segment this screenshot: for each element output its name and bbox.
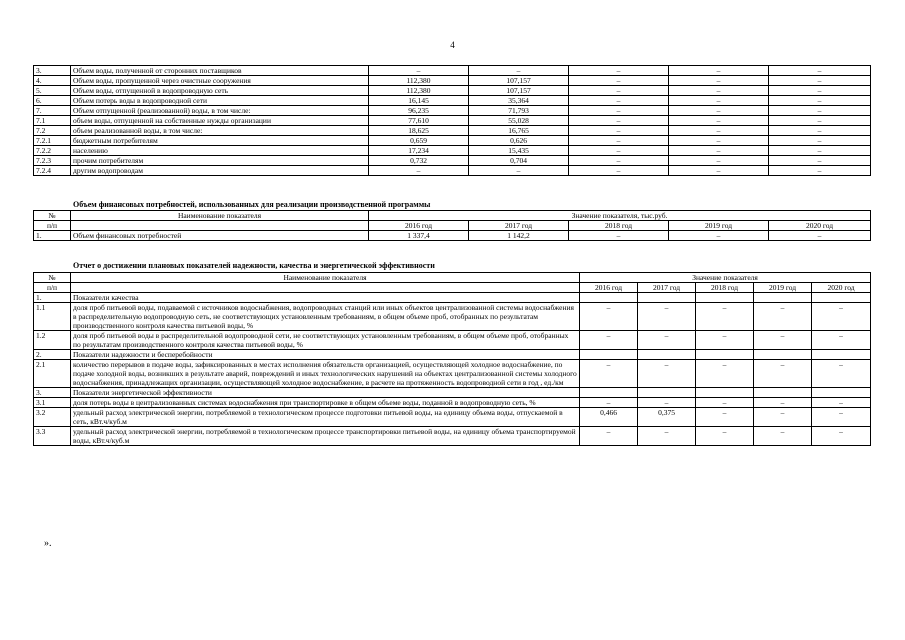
col-num-header: №	[34, 211, 71, 221]
table-row	[34, 106, 871, 116]
value-2020: –	[769, 136, 871, 146]
value-2016: 96,235	[369, 106, 469, 116]
value-2019: –	[669, 96, 769, 106]
water-volume-table	[33, 65, 871, 176]
row-name: удельный расход электрической энергии, потребляемой в технологическом процессе транспортировки питьевой воды, на единицу объема транспортируемой воды, кВт.ч/куб.м	[71, 427, 580, 446]
value-2019	[754, 350, 812, 360]
year-header: 2019 год	[754, 283, 812, 293]
value-2019	[754, 388, 812, 398]
value-2016: –	[580, 427, 638, 446]
value-2019: –	[669, 156, 769, 166]
value-2020: –	[812, 360, 871, 388]
value-2016: 17,234	[369, 146, 469, 156]
row-name: Объем потерь воды в водопроводной сети	[71, 96, 369, 106]
value-2020: –	[812, 331, 871, 350]
table-row	[34, 126, 871, 136]
value-2016: 1 337,4	[369, 231, 469, 241]
table-header-row	[34, 283, 871, 293]
value-2016: –	[369, 66, 469, 76]
row-name: количество перерывов в подаче воды, зафиксированных в местах исполнения обязательств организацией, осуществляющей холодное водоснабжение, по подаче холодной воды, возникших в результате аварий, повреждений и иных технологических нарушений на объектах централизованной системы холодного водоснабжения, принадлежащих организации, осуществляющей холодное водоснабжение, в расчете на протяженность водопроводной сети в год , ед./км	[71, 360, 580, 388]
table-row	[34, 360, 871, 388]
table-row	[34, 96, 871, 106]
row-name: объем воды, отпущенной на собственные нужды организации	[71, 116, 369, 126]
row-number: 1.2	[34, 331, 71, 350]
col-name-header: Наименование показателя	[71, 273, 580, 283]
value-2017: –	[469, 166, 569, 176]
value-2017: –	[638, 360, 696, 388]
table-row	[34, 231, 871, 241]
value-2016: 0,659	[369, 136, 469, 146]
value-2020	[812, 293, 871, 303]
table-header-row	[34, 273, 871, 283]
row-name: Объем воды, отпущенной в водопроводную сеть	[71, 86, 369, 96]
value-2017: 35,364	[469, 96, 569, 106]
row-number: 3.	[34, 66, 71, 76]
row-name: Объем отпущенной (реализованной) воды, в том числе:	[71, 106, 369, 116]
value-2017: –	[469, 66, 569, 76]
value-2016: 0,732	[369, 156, 469, 166]
value-2017: 107,157	[469, 76, 569, 86]
row-name: прочим потребителям	[71, 156, 369, 166]
table-row	[34, 408, 871, 427]
row-number: 3.3	[34, 427, 71, 446]
col-num-sub-header: п/п	[34, 221, 71, 231]
year-header: 2017 год	[638, 283, 696, 293]
value-2018	[696, 350, 754, 360]
financial-needs-title: Объем финансовых потребностей, использованных для реализации производственной программы	[73, 200, 431, 209]
value-2017	[638, 293, 696, 303]
row-number: 7.2.1	[34, 136, 71, 146]
value-2017: –	[638, 331, 696, 350]
value-2018: –	[569, 146, 669, 156]
row-number: 1.	[34, 293, 71, 303]
table-header-row	[34, 221, 871, 231]
value-2017: 107,157	[469, 86, 569, 96]
table-row	[34, 116, 871, 126]
value-2020: –	[769, 166, 871, 176]
value-2018: –	[569, 116, 669, 126]
row-name: Показатели надежности и бесперебойности	[71, 350, 580, 360]
value-2020: –	[812, 408, 871, 427]
value-2019: –	[754, 427, 812, 446]
value-2016: –	[580, 360, 638, 388]
value-2020: –	[812, 427, 871, 446]
value-2017: 1 142,2	[469, 231, 569, 241]
year-header: 2018 год	[569, 221, 669, 231]
year-header: 2019 год	[669, 221, 769, 231]
value-2020: –	[812, 398, 871, 408]
row-number: 3.	[34, 388, 71, 398]
row-number: 7.	[34, 106, 71, 116]
row-number: 1.	[34, 231, 71, 241]
value-2020: –	[769, 116, 871, 126]
table-row	[34, 76, 871, 86]
value-2019: –	[669, 66, 769, 76]
value-2019	[754, 293, 812, 303]
value-2016	[580, 388, 638, 398]
value-2020: –	[769, 231, 871, 241]
value-2017	[638, 388, 696, 398]
table-header-row	[34, 211, 871, 221]
value-2016	[580, 293, 638, 303]
empty-cell	[71, 221, 369, 231]
value-2019: –	[669, 136, 769, 146]
value-2016: 112,380	[369, 86, 469, 96]
row-number: 2.	[34, 350, 71, 360]
indicators-report-title: Отчет о достижении плановых показателей надежности, качества и энергетической эффективности	[73, 261, 435, 270]
value-2018: –	[569, 136, 669, 146]
value-2019: –	[754, 331, 812, 350]
table-row	[34, 331, 871, 350]
row-number: 3.2	[34, 408, 71, 427]
value-2020	[812, 388, 871, 398]
row-number: 7.1	[34, 116, 71, 126]
value-2016: 16,145	[369, 96, 469, 106]
value-2020: –	[769, 86, 871, 96]
value-2019: –	[669, 86, 769, 96]
row-number: 2.1	[34, 360, 71, 388]
table-row	[34, 136, 871, 146]
value-2019: –	[669, 116, 769, 126]
value-2017: 0,704	[469, 156, 569, 166]
value-2018: –	[696, 360, 754, 388]
value-2018: –	[569, 166, 669, 176]
page-number: 4	[450, 40, 455, 50]
table-row	[34, 86, 871, 96]
row-name: другим водопроводам	[71, 166, 369, 176]
row-number: 7.2.4	[34, 166, 71, 176]
row-number: 6.	[34, 96, 71, 106]
value-2020: –	[769, 146, 871, 156]
value-2016: 112,380	[369, 76, 469, 86]
value-2018: –	[696, 427, 754, 446]
table-row	[34, 166, 871, 176]
value-2018: –	[696, 408, 754, 427]
table-row	[34, 427, 871, 446]
value-2018	[696, 293, 754, 303]
row-name: объем реализованной воды, в том числе:	[71, 126, 369, 136]
value-2016: 18,625	[369, 126, 469, 136]
value-2016: –	[580, 398, 638, 408]
value-2018: –	[569, 66, 669, 76]
value-2017: 0,626	[469, 136, 569, 146]
value-2018: –	[696, 303, 754, 331]
value-2017: 16,765	[469, 126, 569, 136]
row-number: 7.2.3	[34, 156, 71, 166]
row-number: 4.	[34, 76, 71, 86]
value-2019: –	[754, 398, 812, 408]
row-name: бюджетным потребителям	[71, 136, 369, 146]
value-2017: 55,028	[469, 116, 569, 126]
value-2020: –	[769, 126, 871, 136]
row-name: населению	[71, 146, 369, 156]
value-2018: –	[696, 398, 754, 408]
row-number: 7.2	[34, 126, 71, 136]
value-2018: –	[569, 86, 669, 96]
value-2018: –	[569, 231, 669, 241]
value-2017: –	[638, 427, 696, 446]
row-number: 7.2.2	[34, 146, 71, 156]
value-2019: –	[754, 360, 812, 388]
value-2017	[638, 350, 696, 360]
value-2019: –	[669, 76, 769, 86]
value-2019: –	[669, 166, 769, 176]
value-2016: –	[369, 166, 469, 176]
value-2019: –	[669, 106, 769, 116]
table-row	[34, 146, 871, 156]
table-row	[34, 398, 871, 408]
row-name: доля проб питьевой воды, подаваемой с источников водоснабжения, водопроводных станций или иных объектов централизованной системы водоснабжения в распределительную водопроводную сеть, не соответствующих установленным требованиям, в общем объеме проб, отобранных по результатам производственного контроля качества питьевой воды, %	[71, 303, 580, 331]
col-name-header: Наименование показателя	[71, 211, 369, 221]
value-2019: –	[754, 408, 812, 427]
value-2017: 15,435	[469, 146, 569, 156]
col-num-sub-header: п/п	[34, 283, 71, 293]
row-name: Показатели энергетической эффективности	[71, 388, 580, 398]
value-2018: –	[696, 331, 754, 350]
year-header: 2018 год	[696, 283, 754, 293]
year-header: 2016 год	[369, 221, 469, 231]
value-2018: –	[569, 156, 669, 166]
year-header: 2020 год	[769, 221, 871, 231]
value-2020: –	[769, 156, 871, 166]
row-name: доля проб питьевой воды в распределительной водопроводной сети, не соответствующих установленным требованиям, в общем объеме проб, отобранных по результатам производственного контроля качества питьевой воды, %	[71, 331, 580, 350]
year-header: 2017 год	[469, 221, 569, 231]
value-2020: –	[769, 76, 871, 86]
col-value-header: Значение показателя	[580, 273, 871, 283]
value-2016: –	[580, 331, 638, 350]
value-2018: –	[569, 106, 669, 116]
year-header: 2016 год	[580, 283, 638, 293]
value-2020: –	[769, 106, 871, 116]
indicators-table	[33, 272, 871, 446]
row-name: Показатели качества	[71, 293, 580, 303]
table-row	[34, 156, 871, 166]
row-name: Объем воды, пропущенной через очистные сооружения	[71, 76, 369, 86]
value-2018: –	[569, 126, 669, 136]
financial-needs-table	[33, 210, 871, 241]
value-2016	[580, 350, 638, 360]
empty-cell	[71, 283, 580, 293]
table-row	[34, 303, 871, 331]
row-name: Объем воды, полученной от сторонних поставщиков	[71, 66, 369, 76]
value-2018: –	[569, 76, 669, 86]
value-2020: –	[769, 96, 871, 106]
col-num-header: №	[34, 273, 71, 283]
year-header: 2020 год	[812, 283, 871, 293]
value-2016: 0,466	[580, 408, 638, 427]
value-2017: –	[638, 303, 696, 331]
table-row	[34, 293, 871, 303]
closing-quote: ».	[44, 538, 52, 549]
value-2017: 71,793	[469, 106, 569, 116]
row-name: доля потерь воды в централизованных системах водоснабжения при транспортировке в общем объеме воды, поданной в водопроводную сеть, %	[71, 398, 580, 408]
row-number: 5.	[34, 86, 71, 96]
row-number: 3.1	[34, 398, 71, 408]
table-row	[34, 66, 871, 76]
row-number: 1.1	[34, 303, 71, 331]
value-2018	[696, 388, 754, 398]
value-2019: –	[669, 126, 769, 136]
value-2019: –	[669, 146, 769, 156]
value-2017: 0,375	[638, 408, 696, 427]
row-name: удельный расход электрической энергии, потребляемой в технологическом процессе подготовки питьевой воды, на единицу объема воды, отпускаемой в сеть, кВт.ч/куб.м	[71, 408, 580, 427]
value-2019: –	[669, 231, 769, 241]
value-2016: 77,610	[369, 116, 469, 126]
value-2017: –	[638, 398, 696, 408]
col-value-header: Значение показателя, тыс.руб.	[369, 211, 871, 221]
value-2016: –	[580, 303, 638, 331]
value-2020: –	[812, 303, 871, 331]
row-name: Объем финансовых потребностей	[71, 231, 369, 241]
value-2020	[812, 350, 871, 360]
table-row	[34, 350, 871, 360]
table-row	[34, 388, 871, 398]
value-2020: –	[769, 66, 871, 76]
value-2019: –	[754, 303, 812, 331]
value-2018: –	[569, 96, 669, 106]
